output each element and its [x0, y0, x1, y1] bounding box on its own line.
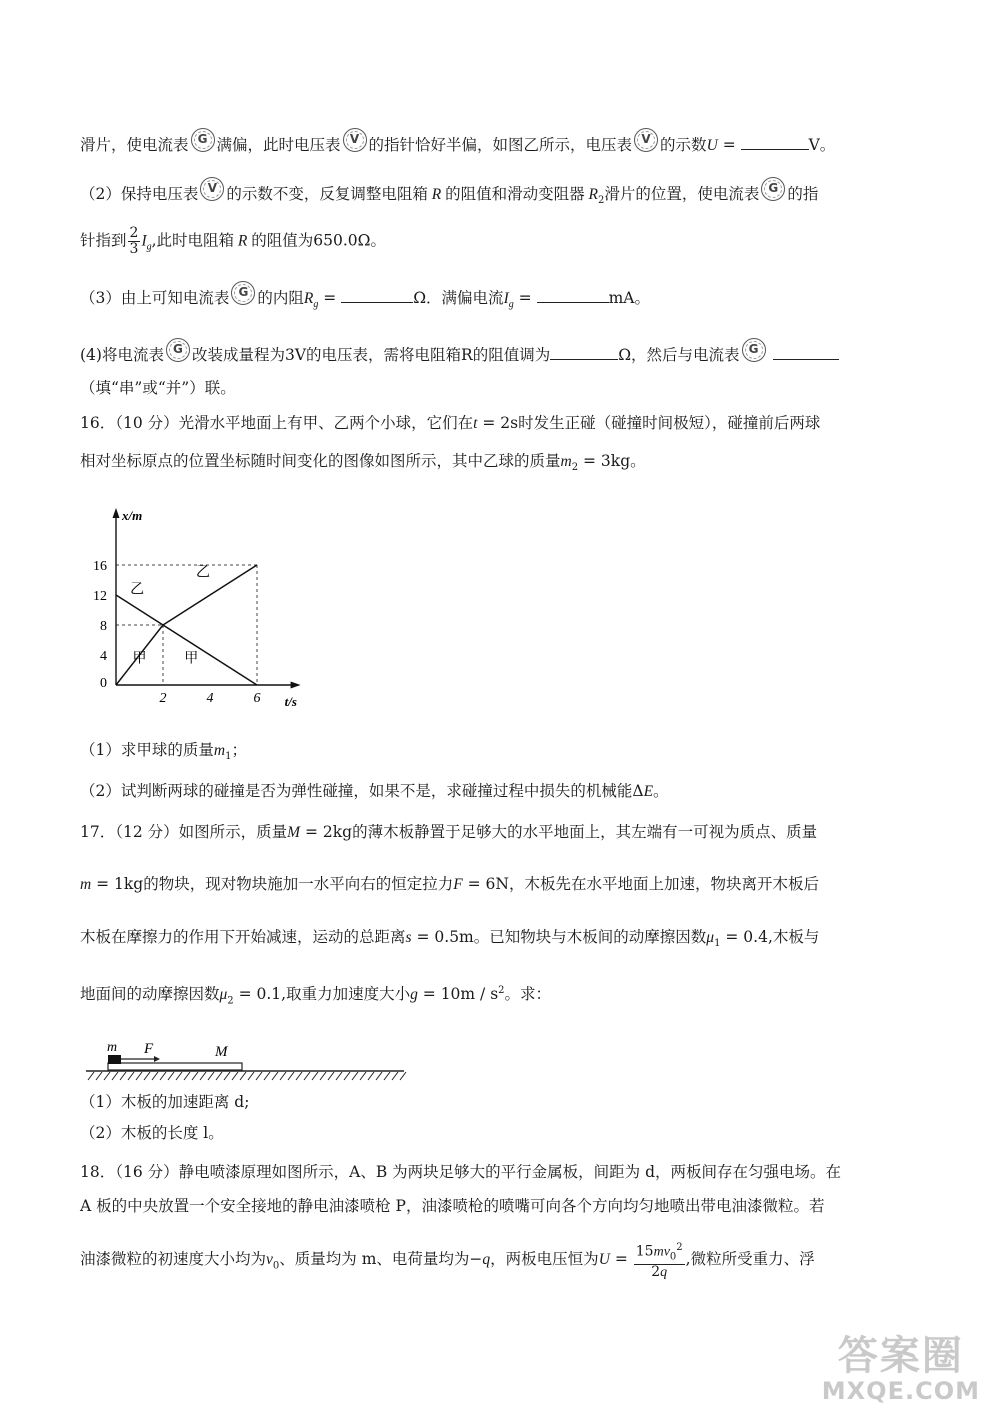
q15-part-2-line-1: （2）保持电压表 V 的示数不变，反复调整电阻箱 R 的阻值和滑动变阻器 $R_2$滑片的位置，使电流表 G 的指 — [80, 182, 920, 213]
q18-line-2: A 板的中央放置一个安全接地的静电油漆喷枪 P，油漆喷枪的喷嘴可向各个方向均匀地喷出带电油漆微粒。若 — [80, 1197, 825, 1215]
voltmeter-icon: V — [634, 128, 658, 152]
series-label: 甲 — [184, 650, 199, 667]
answer-blank[interactable] — [773, 345, 839, 360]
galvanometer-icon: G — [742, 338, 766, 362]
answer-blank[interactable] — [741, 135, 809, 150]
board — [108, 1063, 242, 1070]
galvanometer-icon: G — [761, 177, 785, 201]
voltmeter-icon: V — [343, 128, 367, 152]
x-axis-arrow — [291, 682, 301, 689]
position-time-chart — [82, 500, 312, 720]
watermark-logo: 答案圈 MXQE.COM — [821, 1333, 980, 1405]
q17-sub-1: （1）木板的加速距离 d; — [80, 1093, 250, 1111]
y-tick-label: 12 — [93, 589, 107, 604]
block — [108, 1055, 121, 1064]
voltmeter-icon: V — [200, 177, 224, 201]
y-axis-arrow — [113, 508, 120, 518]
origin-label: 0 — [100, 676, 107, 691]
q16-line-2: 相对坐标原点的位置坐标随时间变化的图像如图所示，其中乙球的质量$m_2 = 3kg$。 — [80, 452, 646, 474]
q15-part-2-line-2: 针指到 $\frac{2}{3}$ $I_g$,此时电阻箱 R 的阻值为650.0Ω。 — [80, 225, 386, 257]
q17-line-4: 地面间的动摩擦因数$\mu_2 = 0.1$,取重力加速度大小$g = 10m / s^2$。求： — [80, 985, 552, 1007]
series-line-4 — [163, 625, 257, 685]
q18-line-1: 18．（16 分）静电喷漆原理如图所示，A、B 为两块足够大的平行金属板，间距为 d，两板间存在匀强电场。在 — [80, 1163, 841, 1181]
galvanometer-icon: G — [166, 338, 190, 362]
voltage-fraction: $\frac{15mv_0^2}{2q}$ — [635, 1242, 683, 1281]
label-F: F — [144, 1041, 154, 1057]
series-label: 乙 — [195, 564, 210, 581]
y-tick-label: 4 — [100, 649, 107, 664]
y-tick-label: 16 — [93, 559, 107, 574]
series-label: 乙 — [130, 581, 145, 598]
q17-line-2: m = 1kg的物块，现对物块施加一水平向右的恒定拉力F = 6N，木板先在水平地面上加速，物块离开木板后 — [80, 875, 819, 893]
label-M: M — [215, 1044, 228, 1060]
q15-line-1: 滑片，使电流表 G 满偏，此时电压表 V 的指针恰好半偏，如图乙所示，电压表 V 的示数U = V。 — [80, 133, 920, 158]
series-line-1 — [116, 595, 163, 625]
q15-part-4: (4)将电流表 G 改装成量程为3V的电压表，需将电阻箱R的阻值调为 Ω，然后与电流表 G — [80, 343, 920, 368]
q17-sub-2: （2）木板的长度 l。 — [80, 1124, 224, 1142]
q16-sub-2: （2）试判断两球的碰撞是否为弹性碰撞，如果不是，求碰撞过程中损失的机械能ΔE。 — [80, 782, 669, 800]
series-label: 甲 — [132, 650, 147, 667]
label-m: m — [107, 1040, 118, 1055]
answer-blank[interactable] — [550, 345, 618, 360]
x-tick-label: 6 — [253, 691, 261, 706]
q17-line-1: 17．（12 分）如图所示，质量M = 2kg的薄木板静置于足够大的水平地面上，其左端有一可视为质点、质量 — [80, 823, 818, 841]
q16-line-1: 16．（10 分）光滑水平地面上有甲、乙两个小球，它们在t = 2s时发生正碰（碰撞时间极短），碰撞前后两球 — [80, 414, 821, 432]
q16-sub-1: （1）求甲球的质量$m_1$； — [80, 741, 247, 763]
x-tick-label: 4 — [206, 691, 214, 706]
q17-line-3: 木板在摩擦力的作用下开始减速，运动的总距离s = 0.5m。已知物块与木板间的动摩擦因数$\mu_1 = 0.4$,木板与 — [80, 928, 820, 950]
y-axis-label: x/m — [122, 508, 143, 523]
fraction-two-thirds: $\frac{2}{3}$ — [129, 225, 139, 257]
galvanometer-icon: G — [231, 281, 255, 305]
q15-part-4-line-2: （填“串”或“并”）联。 — [80, 379, 236, 397]
series-line-3 — [163, 565, 257, 625]
answer-blank[interactable] — [537, 288, 609, 303]
q15-part-3: （3）由上可知电流表 G 的内阻$R_g = \Omega$．满偏电流$I_g$ = mA。 — [80, 286, 920, 317]
x-axis-label: t/s — [284, 694, 297, 709]
galvanometer-icon: G — [191, 128, 215, 152]
y-tick-label: 8 — [100, 619, 107, 634]
block-board-diagram — [82, 1035, 412, 1085]
q18-line-3: 油漆微粒的初速度大小均为$v_0$、质量均为 m、电荷量均为−q，两板电压恒为U = $\frac{15mv_0^2}{2q}$ ,微粒所受重力、浮 — [80, 1242, 815, 1281]
x-tick-label: 2 — [159, 691, 167, 706]
answer-blank[interactable] — [341, 288, 413, 303]
